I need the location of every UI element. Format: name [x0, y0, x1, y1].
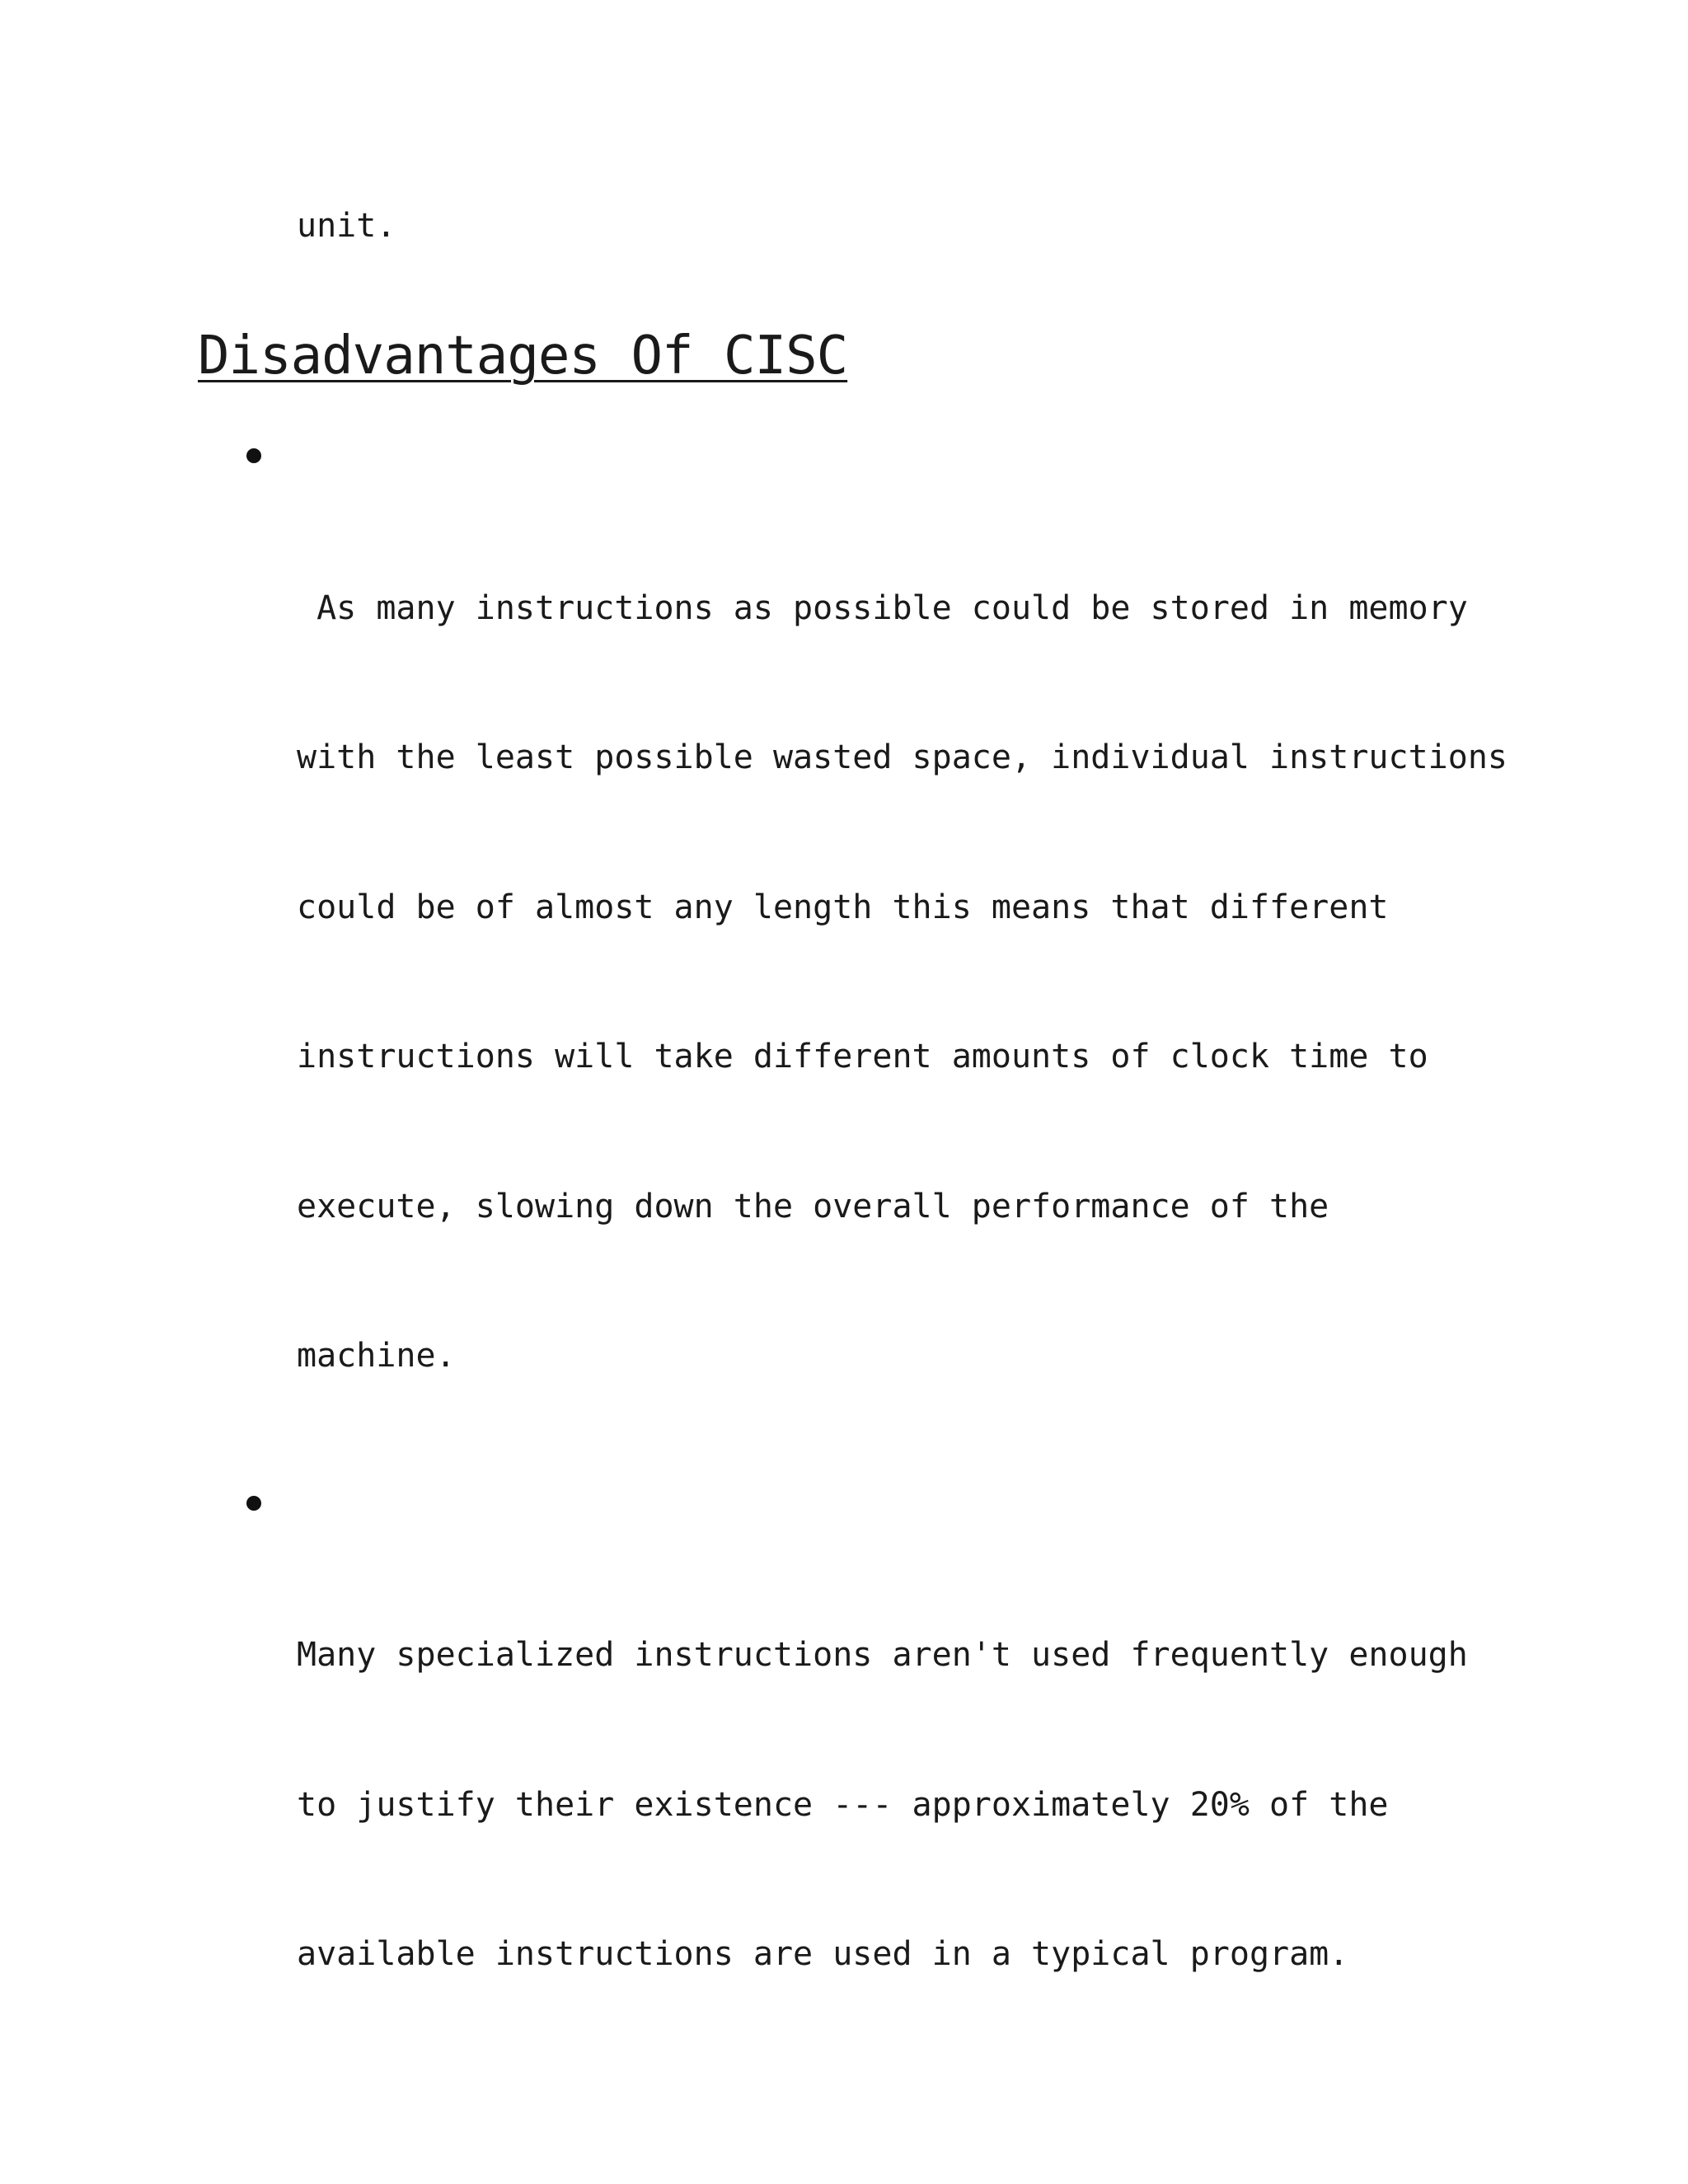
bullet-icon [246, 1481, 262, 1530]
bullet-icon [246, 434, 262, 483]
list-item-line: machine. [297, 1337, 456, 1375]
list-item [297, 434, 1533, 1481]
list-item-line: to justify their existence --- approximately 20% of the [297, 1785, 1389, 1824]
list-item-line: could be of almost any length this means that different [297, 888, 1389, 926]
section-heading: Disadvantages Of CISC [198, 326, 848, 387]
list-item-line: execute, slowing down the overall performance of the [297, 1187, 1329, 1226]
list-item-line: As many instructions as possible could be stored in memory [297, 588, 1468, 627]
list-item-line: instructions will take different amounts of clock time to [297, 1038, 1428, 1076]
list-item-line: available instructions are used in a typical program. [297, 1935, 1349, 1973]
list-item-line: Many specialized instructions aren't used frequently enough [297, 1636, 1468, 1674]
list-item [297, 1481, 1533, 2079]
continuation-text: unit. [297, 207, 396, 245]
list-item-line: with the least possible wasted space, individual instructions [297, 738, 1508, 776]
disadvantages-list [297, 434, 1533, 2079]
